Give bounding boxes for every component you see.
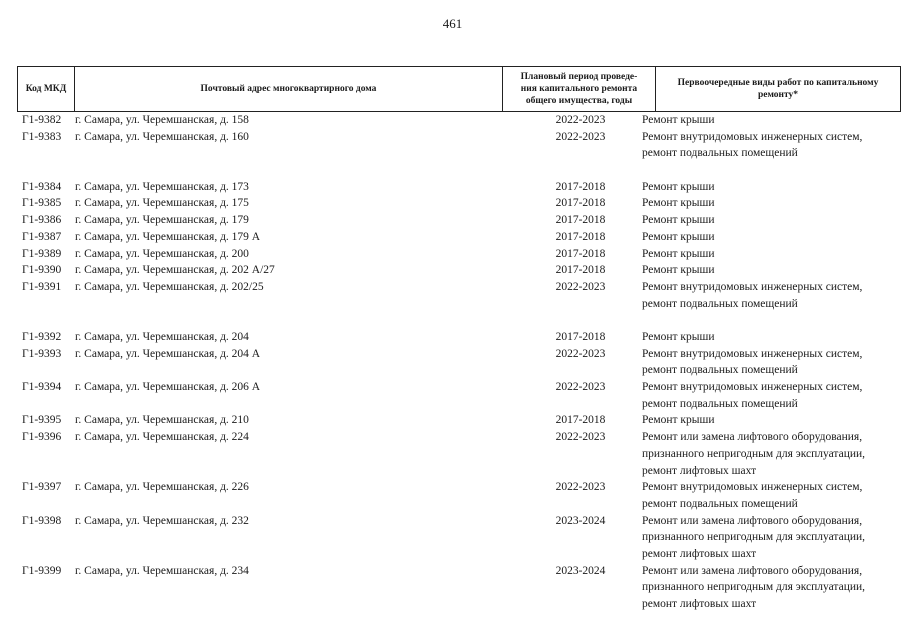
row-address: г. Самара, ул. Черемшанская, д. 226	[75, 481, 249, 494]
row-address: г. Самара, ул. Черемшанская, д. 179 А	[75, 230, 261, 243]
row-works-line: Ремонт крыши	[642, 414, 715, 427]
row-works-line: ремонт лифтовых шахт	[642, 464, 757, 477]
row-works	[642, 279, 902, 312]
table-row	[17, 112, 901, 129]
table-row	[17, 429, 901, 479]
header-period-line: ния капитального ремонта	[520, 84, 638, 94]
row-address: г. Самара, ул. Черемшанская, д. 202 А/27	[75, 264, 275, 277]
row-works	[642, 412, 902, 429]
table-row	[17, 412, 901, 429]
row-address: г. Самара, ул. Черемшанская, д. 206 А	[75, 381, 261, 394]
row-works	[642, 563, 902, 613]
row-code: Г1-9382	[22, 114, 62, 126]
row-works	[642, 479, 902, 512]
table-row	[17, 513, 901, 563]
row-works	[642, 429, 902, 479]
row-code: Г1-9394	[22, 381, 62, 394]
row-works	[642, 212, 902, 229]
row-period: 2017-2018	[555, 264, 606, 277]
header-period	[503, 67, 656, 111]
table-row	[17, 229, 901, 246]
row-works-line: Ремонт крыши	[642, 247, 715, 260]
row-code: Г1-9399	[22, 564, 62, 577]
row-works-line: ремонт подвальных помещений	[642, 147, 798, 160]
table-row	[17, 262, 901, 279]
row-code: Г1-9385	[22, 197, 62, 210]
header-works-line: Первоочередные виды работ по капитальному	[677, 78, 879, 88]
row-address: г. Самара, ул. Черемшанская, д. 175	[75, 197, 249, 210]
table-row	[17, 279, 901, 329]
row-works-line: Ремонт крыши	[642, 197, 715, 210]
row-code: Г1-9398	[22, 514, 62, 527]
row-period: 2022-2023	[555, 114, 606, 126]
row-works-line: ремонт лифтовых шахт	[642, 598, 757, 611]
row-address: г. Самара, ул. Черемшанская, д. 204	[75, 331, 249, 343]
row-works	[642, 379, 902, 412]
row-period: 2017-2018	[555, 230, 606, 243]
row-code: Г1-9389	[22, 247, 62, 260]
row-period: 2017-2018	[555, 180, 606, 193]
row-works-line: Ремонт или замена лифтового оборудования,	[642, 564, 863, 577]
row-period: 2022-2023	[555, 381, 606, 394]
row-works-line: ремонт подвальных помещений	[642, 497, 798, 510]
row-address: г. Самара, ул. Черемшанская, д. 160	[75, 130, 249, 143]
row-works	[642, 513, 902, 563]
row-works-line: Ремонт или замена лифтового оборудования,	[642, 514, 863, 527]
row-works-line: Ремонт крыши	[642, 114, 715, 126]
row-works-line: ремонт подвальных помещений	[642, 364, 798, 377]
table-header	[17, 66, 901, 112]
row-works-line: Ремонт внутридомовых инженерных систем,	[642, 381, 863, 394]
header-works	[656, 67, 900, 111]
row-works-line: Ремонт внутридомовых инженерных систем,	[642, 280, 863, 293]
row-works-line: ремонт подвальных помещений	[642, 297, 798, 310]
row-works-line: Ремонт внутридомовых инженерных систем,	[642, 481, 863, 494]
row-works	[642, 246, 902, 263]
row-period: 2022-2023	[555, 481, 606, 494]
row-works-line: ремонт лифтовых шахт	[642, 548, 757, 561]
table-row	[17, 346, 901, 379]
row-address: г. Самара, ул. Черемшанская, д. 204 А	[75, 347, 261, 360]
table-row	[17, 179, 901, 196]
row-works	[642, 329, 902, 346]
row-period: 2022-2023	[555, 347, 606, 360]
row-works	[642, 179, 902, 196]
row-code: Г1-9397	[22, 481, 62, 494]
header-period-line: общего имущества, годы	[525, 96, 633, 106]
row-address: г. Самара, ул. Черемшанская, д. 200	[75, 247, 249, 260]
row-code: Г1-9384	[22, 180, 62, 193]
row-works-line: Ремонт внутридомовых инженерных систем,	[642, 347, 863, 360]
row-works-line: Ремонт крыши	[642, 230, 715, 243]
row-works-line: Ремонт крыши	[642, 331, 715, 343]
header-works-line: ремонту*	[757, 90, 799, 100]
row-address: г. Самара, ул. Черемшанская, д. 224	[75, 431, 249, 444]
table-row	[17, 129, 901, 179]
row-code: Г1-9386	[22, 214, 62, 227]
row-period: 2017-2018	[555, 197, 606, 210]
row-works-line: признанного непригодным для эксплуатации,	[642, 581, 866, 594]
row-address: г. Самара, ул. Черемшанская, д. 202/25	[75, 280, 264, 293]
row-code: Г1-9391	[22, 280, 62, 293]
row-address: г. Самара, ул. Черемшанская, д. 179	[75, 214, 249, 227]
row-code: Г1-9383	[22, 130, 62, 143]
table-row	[17, 212, 901, 229]
table-row	[17, 329, 901, 346]
row-works-line: ремонт подвальных помещений	[642, 397, 798, 410]
row-address: г. Самара, ул. Черемшанская, д. 210	[75, 414, 249, 427]
row-works	[642, 129, 902, 162]
row-period: 2023-2024	[555, 514, 606, 527]
row-address: г. Самара, ул. Черемшанская, д. 173	[75, 180, 249, 193]
table-row	[17, 479, 901, 512]
header-code: Код МКД	[18, 67, 75, 111]
row-works-line: Ремонт или замена лифтового оборудования,	[642, 431, 863, 444]
table-row	[17, 379, 901, 412]
header-period-line: Плановый период проведе-	[520, 72, 638, 82]
row-works	[642, 112, 902, 129]
row-address: г. Самара, ул. Черемшанская, д. 232	[75, 514, 249, 527]
row-works	[642, 229, 902, 246]
row-code: Г1-9392	[22, 331, 62, 343]
table-row	[17, 246, 901, 263]
row-code: Г1-9396	[22, 431, 62, 444]
table-row	[17, 195, 901, 212]
row-code: Г1-9387	[22, 230, 62, 243]
table-body	[17, 112, 901, 613]
row-period: 2022-2023	[555, 431, 606, 444]
row-code: Г1-9393	[22, 347, 62, 360]
row-works	[642, 195, 902, 212]
table-row	[17, 563, 901, 613]
row-works-line: Ремонт крыши	[642, 264, 715, 277]
row-works-line: Ремонт внутридомовых инженерных систем,	[642, 130, 863, 143]
row-works-line: Ремонт крыши	[642, 180, 715, 193]
row-works-line: признанного непригодным для эксплуатации,	[642, 447, 866, 460]
row-works-line: Ремонт крыши	[642, 214, 715, 227]
row-period: 2022-2023	[555, 280, 606, 293]
row-address: г. Самара, ул. Черемшанская, д. 234	[75, 564, 249, 577]
row-works	[642, 346, 902, 379]
header-address: Почтовый адрес многоквартирного дома	[75, 67, 503, 111]
row-period: 2022-2023	[555, 130, 606, 143]
row-code: Г1-9390	[22, 264, 62, 277]
row-period: 2023-2024	[555, 564, 606, 577]
row-works-line: признанного непригодным для эксплуатации,	[642, 531, 866, 544]
row-code: Г1-9395	[22, 414, 62, 427]
page-number: 461	[442, 16, 463, 31]
row-period: 2017-2018	[555, 331, 606, 343]
row-period: 2017-2018	[555, 414, 606, 427]
row-address: г. Самара, ул. Черемшанская, д. 158	[75, 114, 249, 126]
row-works	[642, 262, 902, 279]
row-period: 2017-2018	[555, 247, 606, 260]
row-period: 2017-2018	[555, 214, 606, 227]
